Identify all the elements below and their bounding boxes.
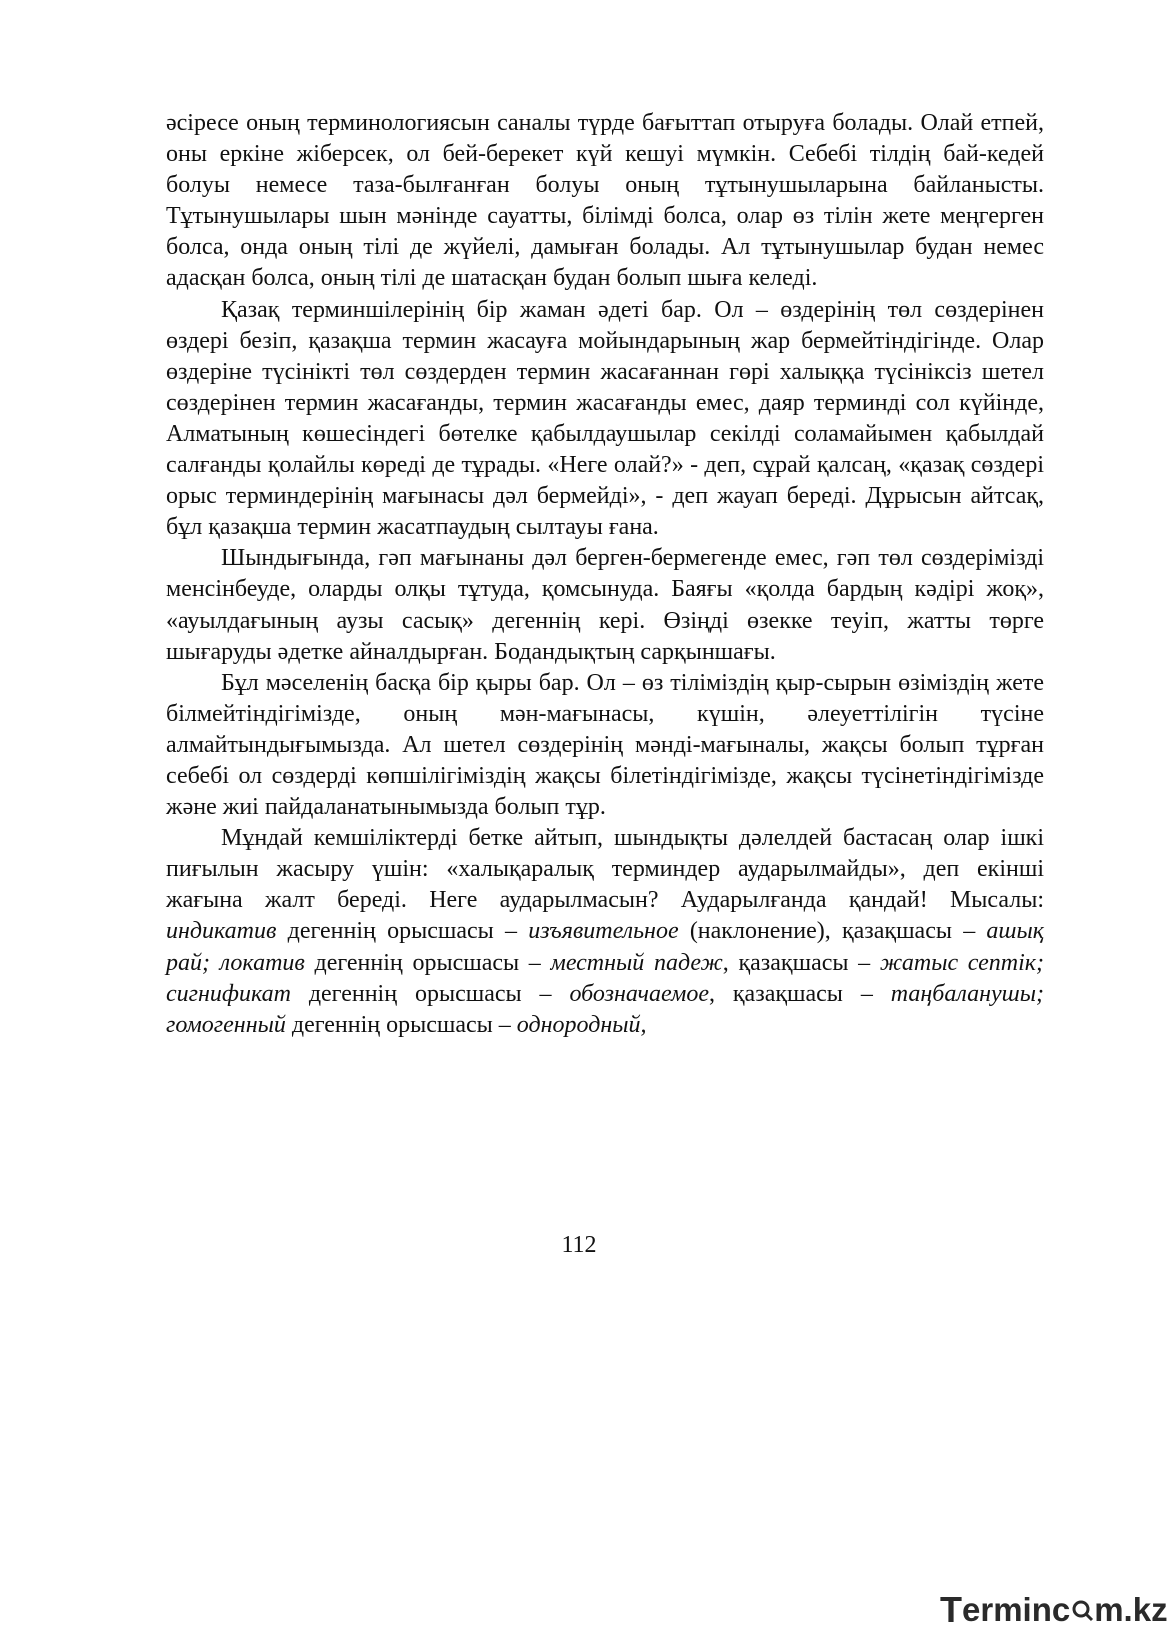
paragraph bbox=[166, 543, 1044, 667]
paragraph bbox=[166, 668, 1044, 823]
text-run: , қазақшасы – bbox=[722, 949, 880, 976]
paragraph bbox=[166, 823, 1044, 1041]
italic-term: изъявительное bbox=[528, 918, 679, 945]
italic-term: ашық рай; локатив bbox=[166, 918, 1044, 976]
termincom-watermark-logo bbox=[940, 1590, 1168, 1630]
italic-term: жатыс септік; сигнификат bbox=[166, 949, 1045, 1007]
text-run: Шындығында, гәп мағынаны дәл берген-бермегенде емес, гәп төл сөздерімізді менсінбеуде, оларды олқы тұтуда, қомсынуда. Баяғы «қолда бардың кәдірі жоқ», «ауылдағының аузы сасық» дегеннің кері. Өзіңді өзекке теуіп, жатты төрге шығаруды әдетке айналдырған. Бодандықтың сарқыншағы. bbox=[166, 545, 1044, 665]
watermark-text-middle: erminc bbox=[962, 1591, 1071, 1628]
text-run: дегеннің орысшасы – bbox=[276, 918, 529, 945]
paragraph bbox=[166, 295, 1044, 544]
text-run: дегеннің орысшасы – bbox=[285, 1011, 517, 1038]
page-number: 112 bbox=[561, 1232, 597, 1258]
text-run: дегеннің орысшасы – bbox=[290, 980, 570, 1007]
watermark-text-suffix: m.kz bbox=[1094, 1591, 1168, 1628]
text-run: , қазақшасы – bbox=[709, 980, 891, 1007]
text-run: әсіресе оның терминологиясын саналы түрде бағыттап отыруға болады. Олай етпей, оны еркіне жіберсек, ол бей-берекет күй кешуі мүмкін. Себебі тілдің бай-кедей болуы немесе таза-былғанған болуы оның тұтынушыларына байланысты. Тұтынушылары шын мәнінде сауатты, білімді болса, олар өз тілін жете меңгерген болса, онда оның тілі де жүйелі, дамыған болады. Ал тұтынушылар будан немес адасқан болса, оның тілі де шатасқан будан болып шыға келеді. bbox=[166, 110, 1044, 292]
italic-term: индикатив bbox=[166, 918, 277, 945]
italic-term: таңбаланушы; гомогенный bbox=[166, 980, 1044, 1038]
text-run: Мұндай кемшіліктерді бетке айтып, шындықты дәлелдей бастасаң олар ішкі пиғылын жасыру үшін: «халықаралық терминдер аударылмайды», деп екінші жағына жалт береді. Неге аударылмасын? Аударылғанда қандай! Мысалы: bbox=[166, 825, 1044, 914]
text-run: дегеннің орысшасы – bbox=[304, 949, 551, 976]
paragraph bbox=[166, 108, 1044, 295]
italic-term: однородный, bbox=[516, 1011, 647, 1038]
text-run: Бұл мәселенің басқа бір қыры бар. Ол – өз тіліміздің қыр-сырын өзіміздің жете білмейтіндігімізде, оның мән-мағынасы, күшін, әлеуеттілігін түсіне алмайтындығымызда. Ал шетел сөздерінің мәнді-мағыналы, жақсы болып тұрған себебі ол сөздерді көпшілігіміздің жақсы білетіндігімізде, жақсы түсінетіндігімізде және жиі пайдаланатынымызда болып тұр. bbox=[166, 669, 1044, 821]
text-run: (наклонение), қазақшасы – bbox=[678, 918, 987, 945]
magnifier-o-icon bbox=[1071, 1599, 1093, 1621]
italic-term: местный падеж bbox=[550, 949, 723, 976]
document-body bbox=[166, 108, 1044, 1041]
watermark-letter-t: T bbox=[940, 1589, 962, 1630]
text-run: Қазақ терминшілерінің бір жаман әдеті бар. Ол – өздерінің төл сөздерінен өздері безіп, қазақша термин жасауға мойындарының жар бермейтіндігінде. Олар өздеріне түсінікті төл сөздерден термин жасағаннан гөрі халыққа түсініксіз шетел сөздерінен термин жасағанды, термин жасағанды емес, даяр терминді сол күйінде, Алматының көшесіндегі бөтелке қабылдаушылар секілді соламайымен қабылдай салғанды қолайлы көреді де тұрады. «Неге олай?» - деп, сұрай қалсаң, «қазақ сөздері орыс терминдерінің мағынасы дәл бермейді», - деп жауап береді. Дұрысын айтсақ, бұл қазақша термин жасатпаудың сылтауы ғана. bbox=[166, 296, 1044, 541]
italic-term: обозначаемое bbox=[569, 980, 709, 1007]
